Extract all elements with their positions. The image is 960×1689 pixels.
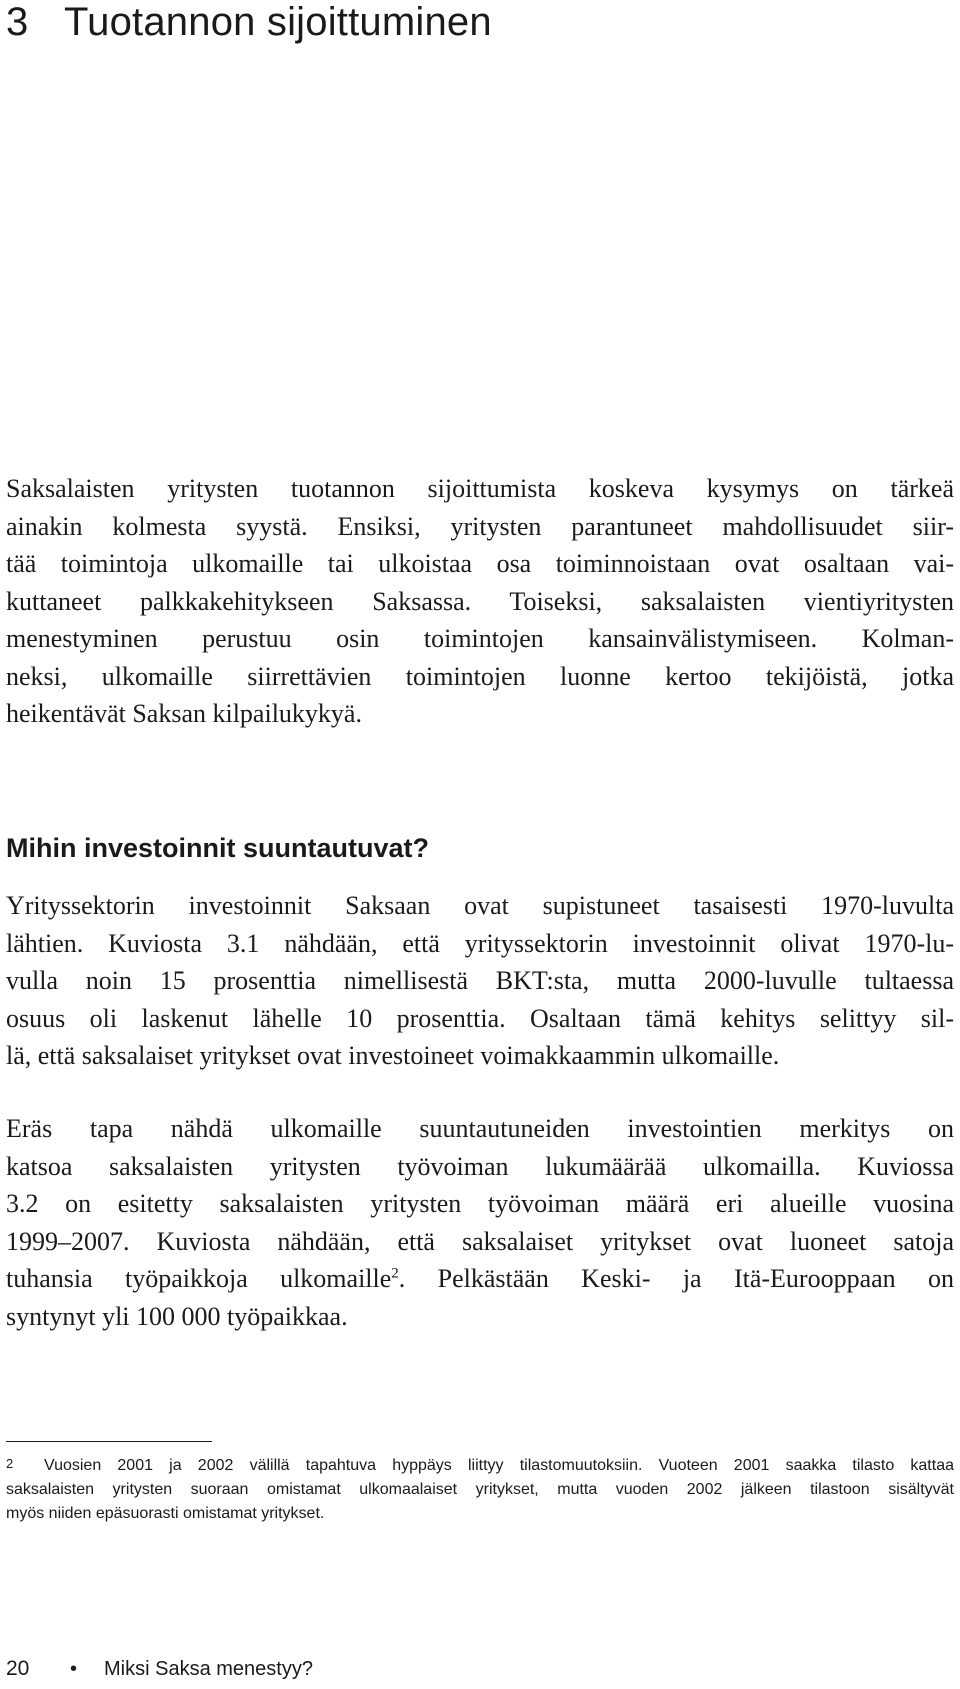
book-title: Miksi Saksa menestyy? — [104, 1658, 313, 1680]
line-text: . Pelkästään Keski- ja Itä-Eurooppaan on — [398, 1264, 954, 1293]
paragraph-line: Eräs tapa nähdä ulkomaille suuntautuneiden investointien merkitys on — [6, 1114, 954, 1143]
paragraph-line: syntynyt yli 100 000 työpaikkaa. — [6, 1301, 348, 1331]
chapter-number: 3 — [6, 0, 29, 44]
paragraph-line: menestyminen perustuu osin toimintojen kansainvälistymiseen. Kolman- — [6, 624, 954, 653]
footnote-line — [6, 1452, 954, 1478]
section-heading: Mihin investoinnit suuntautuvat? — [6, 833, 429, 863]
paragraph-line: osuus oli laskenut lähelle 10 prosenttia. Osaltaan tämä kehitys selittyy sil- — [6, 1003, 954, 1033]
line-text: tuhansia työpaikkoja ulkomaille — [6, 1264, 392, 1293]
page-footer — [6, 1656, 313, 1682]
paragraph-line: kuttaneet palkkakehitykseen Saksassa. Toiseksi, saksalaisten vientiyritysten — [6, 586, 954, 616]
bullet-separator: • — [70, 1658, 78, 1680]
paragraph-line: katsoa saksalaisten yritysten työvoiman lukumäärää ulkomailla. Kuviossa — [6, 1151, 954, 1181]
footnote-reference[interactable]: 2 — [391, 1265, 399, 1282]
chapter-title-text: Tuotannon sijoittuminen — [64, 0, 492, 44]
footnote-line: myös niiden epäsuorasti omistamat yritykset. — [6, 1505, 325, 1522]
paragraph-line: 1999–2007. Kuviosta nähdään, että saksalaiset yritykset ovat luoneet satoja — [6, 1226, 954, 1256]
paragraph-line — [6, 1260, 954, 1298]
page-number: 20 — [6, 1657, 30, 1680]
footnote-number: 2 — [6, 1456, 14, 1471]
footnote-text: Vuosien 2001 ja 2002 välillä tapahtuva hyppäys liittyy tilastomuutoksiin. Vuoteen 2001 saakka tilasto kattaa — [44, 1457, 954, 1474]
paragraph-line: lä, että saksalaiset yritykset ovat investoineet voimakkaammin ulkomaille. — [6, 1041, 780, 1070]
paragraph-line: lähtien. Kuviosta 3.1 nähdään, että yrityssektorin investoinnit olivat 1970-lu- — [6, 928, 954, 958]
paragraph-line: 3.2 on esitetty saksalaisten yritysten työvoiman määrä eri alueille vuosina — [6, 1189, 954, 1218]
paragraph-1 — [6, 470, 954, 733]
paragraph-line: Saksalaisten yritysten tuotannon sijoittumista koskeva kysymys on tärkeä — [6, 474, 954, 503]
chapter-title — [6, 0, 492, 44]
paragraph-3 — [6, 1110, 954, 1335]
paragraph-line: heikentävät Saksan kilpailukykyä. — [6, 699, 362, 728]
paragraph-line: neksi, ulkomaille siirrettävien toimintojen luonne kertoo tekijöistä, jotka — [6, 661, 954, 691]
footnote-divider — [6, 1441, 212, 1442]
paragraph-line: Yrityssektorin investoinnit Saksaan ovat supistuneet tasaisesti 1970-luvulta — [6, 891, 954, 920]
footnote-line: saksalaisten yritysten suoraan omistamat ulkomaalaiset yritykset, mutta vuoden 2002 jälkeen tilastoon sisältyvät — [6, 1481, 954, 1498]
paragraph-line: ainakin kolmesta syystä. Ensiksi, yritysten parantuneet mahdollisuudet siir- — [6, 511, 954, 541]
paragraph-line: vulla noin 15 prosenttia nimellisestä BKT:sta, mutta 2000-luvulle tultaessa — [6, 966, 954, 995]
paragraph-line: tää toimintoja ulkomaille tai ulkoistaa osa toiminnoistaan ovat osaltaan vai- — [6, 549, 954, 578]
footnote — [6, 1452, 954, 1526]
paragraph-2 — [6, 887, 954, 1075]
